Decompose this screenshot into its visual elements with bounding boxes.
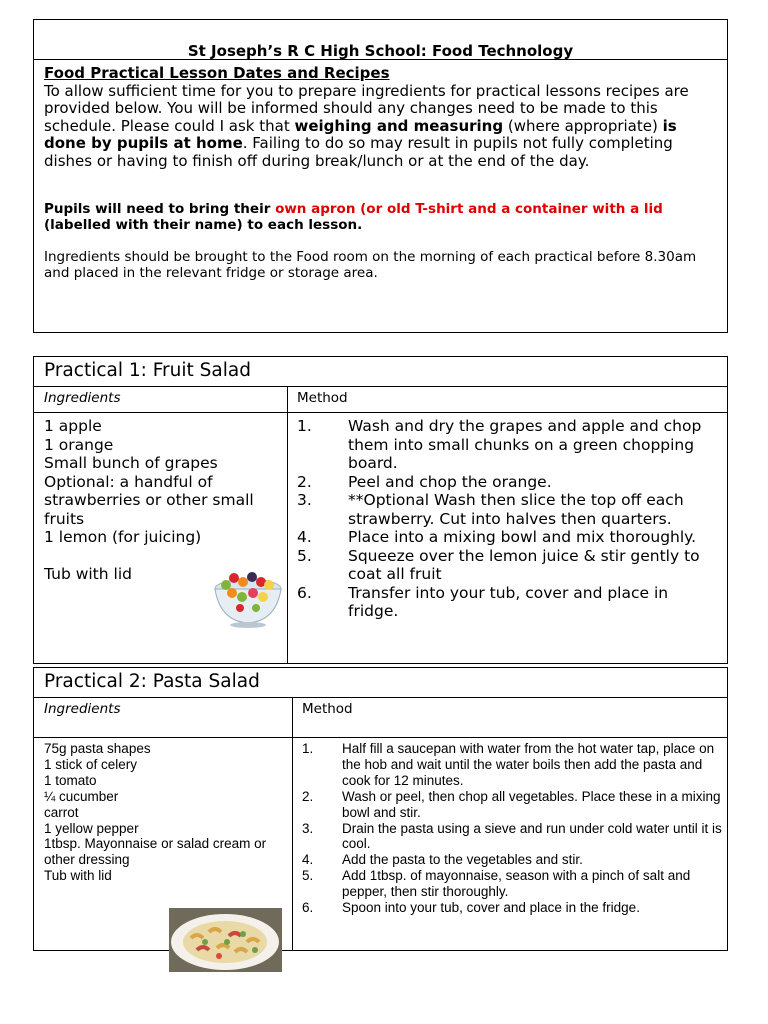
ingredient-item: carrot [44,804,79,820]
step-text: **Optional Wash then slice the top off each strawberry. Cut into halves then quarters. [348,491,684,528]
step-text: Half fill a saucepan with water from the hot water tap, place on the hob and wait until the water boils then add the pasta and cook for 12 minutes. [342,741,715,788]
step-text: Wash or peel, then chop all vegetables. Place these in a mixing bowl and stir. [342,788,721,820]
method-step [302,852,722,868]
step-number: 3. [302,820,314,836]
ingredient-item: Small bunch of grapes [44,454,218,472]
method-step [302,868,722,900]
divider [34,697,727,698]
divider [34,386,727,387]
step-number: 1. [302,741,314,756]
bring-text-red: own apron (or old T-shirt and a container with a lid [275,201,663,217]
method-step [297,528,722,547]
column-divider [292,697,293,950]
intro-bold-1: weighing and measuring [294,116,504,135]
ingredients-list [44,417,289,584]
divider [34,59,727,60]
ingredient-item: 1 apple [44,417,102,435]
intro-text-1: To allow sufficient time for you to prepare ingredients for practical lessons recipes are provided below. You will be informed should any changes need to be made to this schedule. Please could I ask that [44,81,689,135]
method-step [297,491,722,528]
step-number: 3. [297,491,312,509]
method-step [297,584,722,621]
method-step [302,900,722,916]
method-step [302,821,722,853]
step-number: 6. [302,900,314,916]
method-list [302,741,722,916]
ingredient-item: 1 lemon (for juicing) [44,528,202,546]
step-number: 4. [302,852,314,868]
ingredient-item: Optional: a handful of strawberries or other small fruits [44,472,259,528]
method-step [302,789,722,821]
ingredient-item: 75g pasta shapes [44,741,151,756]
bring-text-2: (labelled with their name) to each lesson. [44,217,363,233]
intro-paragraph [44,65,720,170]
step-number: 5. [297,546,312,565]
header-box [33,19,728,333]
step-text: Peel and chop the orange. [348,472,552,491]
method-step [297,473,722,492]
method-heading: Method [302,701,353,717]
step-text: Wash and dry the grapes and apple and chop them into small chunks on a green chopping board. [348,417,702,472]
step-number: 5. [302,868,314,884]
intro-text-2: (where appropriate) [503,116,663,135]
ingredient-item: 1 tomato [44,772,97,788]
method-list [297,417,722,621]
step-text: Spoon into your tub, cover and place in the fridge. [342,900,640,916]
step-text: Squeeze over the lemon juice & stir gently to coat all fruit [348,546,700,583]
practical-2-table [33,667,728,951]
intro-bold-2: is done by pupils at home [44,116,677,152]
practical-1-title: Practical 1: Fruit Salad [44,360,251,381]
ingredient-item: 1 yellow pepper [44,820,139,836]
step-number: 2. [297,472,312,491]
document-title: St Joseph’s R C High School: Food Technology [187,42,574,60]
step-number: 1. [297,417,312,435]
ingredient-item: Tub with lid [44,565,132,583]
step-text: Drain the pasta using a sieve and run under cold water until it is cool. [342,820,722,852]
step-number: 4. [297,528,312,546]
step-text: Transfer into your tub, cover and place in fridge. [348,583,669,620]
method-step [297,547,722,584]
practical-1-table [33,356,728,664]
bring-notice [44,201,720,233]
step-text: Add the pasta to the vegetables and stir. [342,852,583,868]
ingredient-item: ¼ cucumber [44,788,119,804]
delivery-notice: Ingredients should be brought to the Food room on the morning of each practical before 8.30am and placed in the relevant fridge or storage area. [44,249,697,281]
step-text: Place into a mixing bowl and mix thoroughly. [348,528,697,546]
ingredient-item: 1 stick of celery [44,756,138,772]
step-number: 2. [302,788,314,804]
ingredients-list [44,741,284,884]
pasta-salad-image [169,908,282,972]
divider [34,412,727,413]
method-step [297,417,722,473]
ingredient-item: 1tbsp. Mayonnaise or salad cream or other dressing [44,836,274,868]
ingredients-heading: Ingredients [44,390,121,406]
fruit-salad-image [212,563,284,629]
step-text: Add 1tbsp. of mayonnaise, season with a pinch of salt and pepper, then stir thoroughly. [342,868,691,900]
method-heading: Method [297,390,348,406]
ingredients-heading: Ingredients [44,701,121,717]
method-step [302,741,722,789]
ingredient-item: Tub with lid [44,868,112,884]
divider [34,737,727,738]
intro-text-3: . Failing to do so may result in pupils not fully completing dishes or having to finish off during break/lunch or at the end of the day. [44,134,673,170]
ingredient-item: 1 orange [44,435,114,454]
practical-2-title: Practical 2: Pasta Salad [44,671,260,692]
bring-text-1: Pupils will need to bring their [44,201,276,217]
step-number: 6. [297,583,312,602]
intro-heading: Food Practical Lesson Dates and Recipes [44,64,390,82]
